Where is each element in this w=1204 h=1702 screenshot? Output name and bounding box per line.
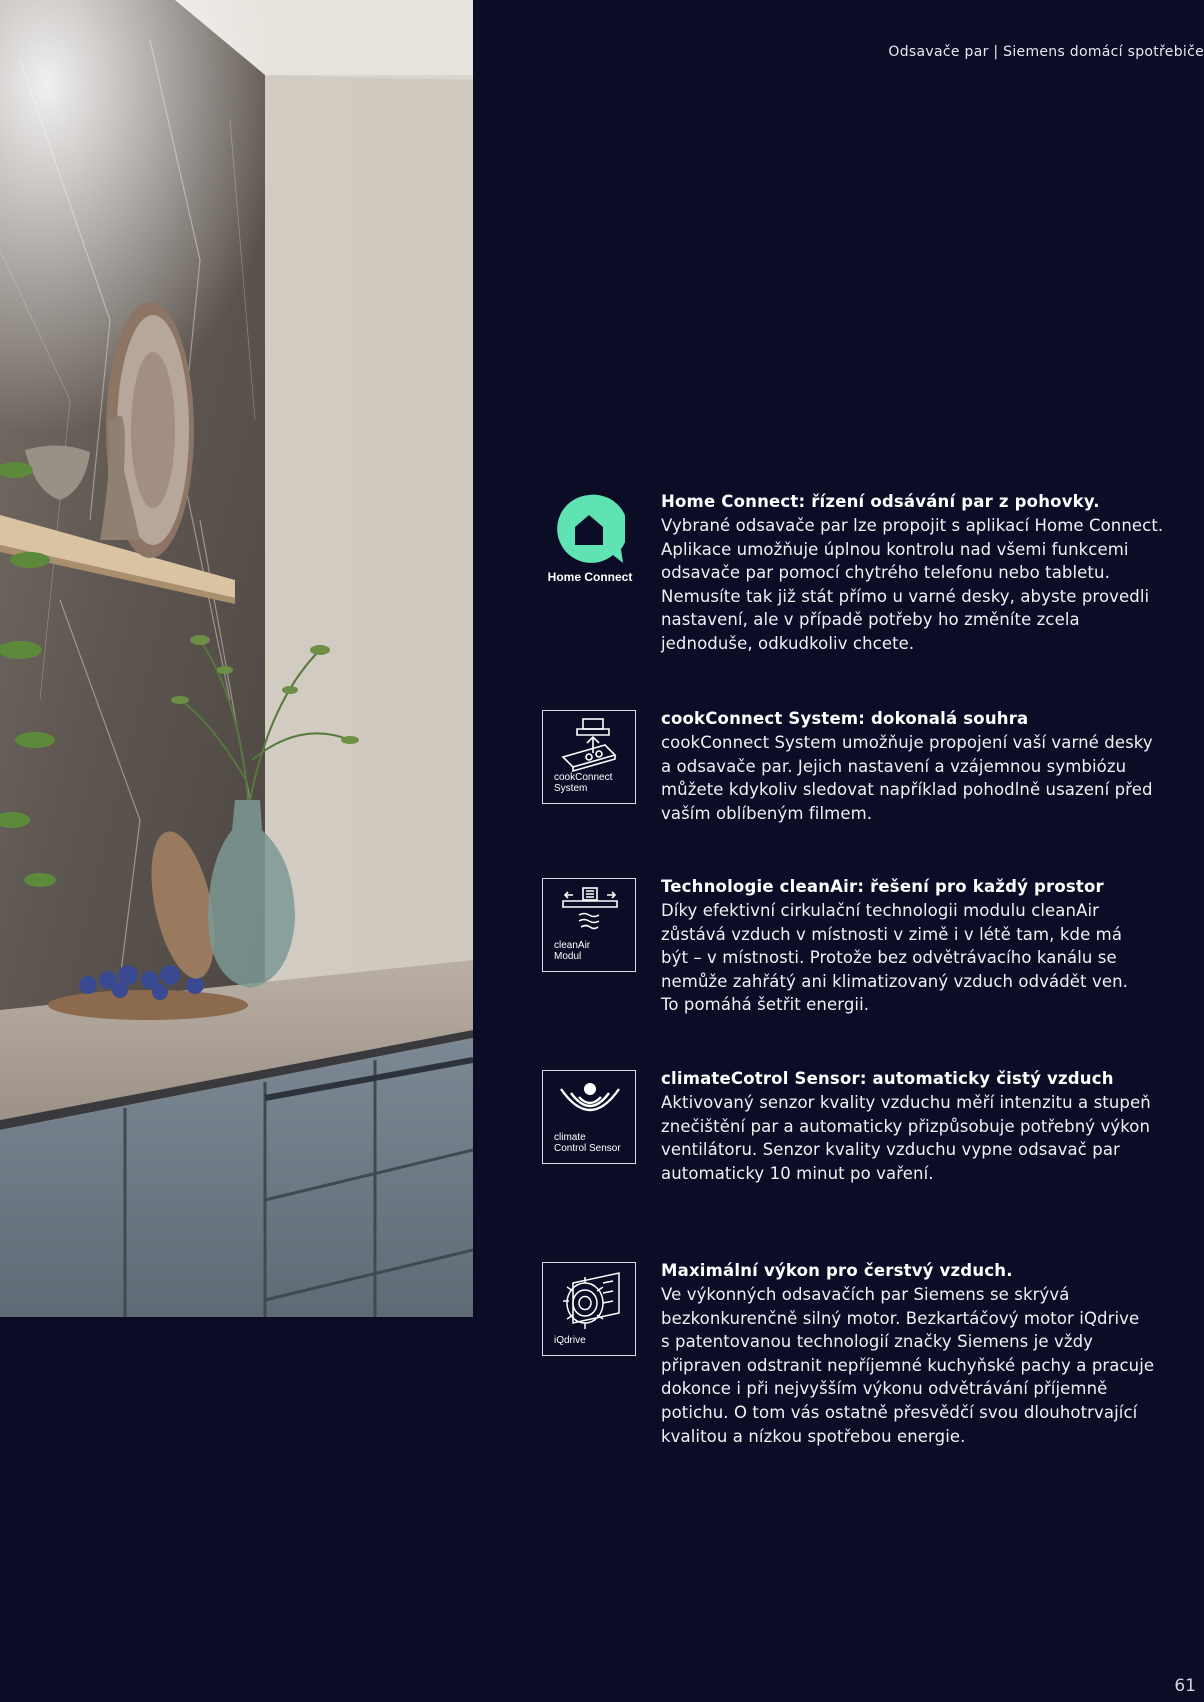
- iqdrive-icon-box: [542, 1262, 636, 1356]
- icon-label: Home Connect: [547, 570, 633, 584]
- feature-line: Díky efektivní cirkulační technologii modulu cleanAir: [661, 901, 1100, 920]
- feature-line: Nemusíte tak již stát přímo u varné desky, abyste provedli: [661, 586, 1150, 606]
- climate-sensor-icon-box: [542, 1070, 636, 1164]
- cookconnect-icon-box: [542, 710, 636, 804]
- feature-line: bezkonkurenčně silný motor. Bezkartáčový motor iQdrive: [661, 1308, 1140, 1328]
- feature-title: Technologie cleanAir: řešení pro každý prostor: [661, 877, 1104, 896]
- feature-line: odsavače par pomocí chytrého telefonu nebo tabletu.: [661, 563, 1110, 583]
- feature-line: ventilátoru. Senzor kvality vzduchu vypne odsavač par: [661, 1140, 1120, 1160]
- feature-line: dokonce i při nejvyšším výkonu odvětrávání příjemně: [661, 1379, 1108, 1399]
- page-number: 61: [1174, 1676, 1196, 1696]
- feature-line: cookConnect System umožňuje propojení vaší varné desky: [661, 733, 1153, 752]
- feature-line: kvalitou a nízkou spotřebou energie.: [661, 1426, 966, 1446]
- cleanair-icon-box: [542, 878, 636, 972]
- feature-line: potichu. O tom vás ostatně přesvědčí svou dlouhotrvající: [661, 1402, 1138, 1422]
- feature-title: Maximální výkon pro čerstvý vzduch.: [661, 1261, 1013, 1280]
- feature-line: To pomáhá šetřit energii.: [661, 995, 870, 1015]
- feature-line: Aktivovaný senzor kvality vzduchu měří intenzitu a stupeň: [661, 1093, 1151, 1112]
- page-header: Odsavače par | Siemens domácí spotřebiče: [888, 44, 1204, 60]
- feature-line: být – v místnosti. Protože bez odvětrávacího kanálu se: [661, 948, 1117, 968]
- kitchen-photo: [0, 0, 473, 1317]
- feature-title: climateCotrol Sensor: automaticky čistý vzduch: [661, 1069, 1114, 1088]
- feature-line: znečištění par a automaticky přizpůsobuje potřebný výkon: [661, 1116, 1151, 1136]
- home-connect-logo: [542, 493, 638, 589]
- home-connect-icon: [553, 493, 625, 565]
- feature-line: nemůže zahřátý ani klimatizovaný vzduch odvádět ven.: [661, 971, 1128, 991]
- feature-line: můžete kdykoliv sledovat například pohodlně usazení před: [661, 780, 1153, 800]
- feature-line: Aplikace umožňuje úplnou kontrolu nad všemi funkcemi: [661, 539, 1129, 559]
- icon-label: climate Control Sensor: [554, 1132, 621, 1154]
- feature-line: automaticky 10 minut po vaření.: [661, 1163, 934, 1183]
- feature-line: nastavení, ale v případě potřeby ho změníte zcela: [661, 610, 1080, 630]
- feature-line: s patentovanou technologií značky Siemens je vždy: [661, 1332, 1094, 1352]
- icon-label: cookConnect System: [554, 772, 613, 794]
- feature-line: jednoduše, odkudkoliv chcete.: [661, 633, 915, 653]
- feature-title: cookConnect System: dokonalá souhra: [661, 709, 1029, 728]
- icon-label: iQdrive: [554, 1335, 586, 1346]
- feature-line: vaším oblíbeným filmem.: [661, 803, 873, 823]
- feature-line: Ve výkonných odsavačích par Siemens se skrývá: [661, 1285, 1070, 1304]
- feature-line: zůstává vzduch v místnosti v zimě i v létě tam, kde má: [661, 924, 1123, 944]
- feature-line: a odsavače par. Jejich nastavení a vzájemnou symbiózu: [661, 756, 1127, 776]
- feature-line: připraven odstranit nepříjemné kuchyňské pachy a pracuje: [661, 1355, 1155, 1375]
- feature-title: Home Connect: řízení odsávání par z pohovky.: [661, 492, 1100, 511]
- icon-label: cleanAir Modul: [554, 940, 591, 962]
- feature-line: Vybrané odsavače par lze propojit s aplikací Home Connect.: [661, 516, 1164, 535]
